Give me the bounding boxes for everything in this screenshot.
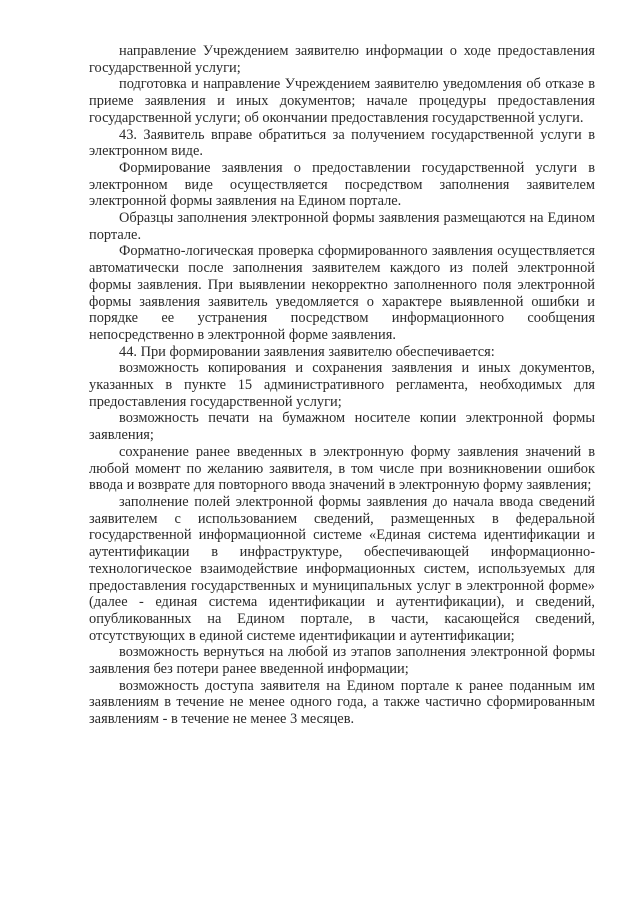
paragraph-access-history: возможность доступа заявителя на Едином портале к ранее поданным им заявлениям в течение не менее одного года, а также частично сформированным заявлениям - в течение не менее 3 месяцев. [89,677,595,728]
paragraph-form-samples: Образцы заполнения электронной формы заявления размещаются на Едином портале. [89,210,595,243]
paragraph-info-direction: направление Учреждением заявителю информации о ходе предоставления государственной услуги; [89,43,595,76]
paragraph-format-check: Форматно-логическая проверка сформированного заявления осуществляется автоматически после заполнения заявителем каждого из полей электронной формы заявления. При выявлении некорректно заполненного поля электронной формы заявления заявитель уведомляется о характере выявленной ошибки и порядке ее устранения посредством информационного сообщения непосредственно в электронной форме заявления. [89,243,595,343]
document-page [89,43,595,728]
paragraph-43: 43. Заявитель вправе обратиться за получением государственной услуги в электронном виде. [89,126,595,160]
paragraph-notification: подготовка и направление Учреждением заявителю уведомления об отказе в приеме заявления и иных документов; начале процедуры предоставления государственной услуги; об окончании предоставления государственной услуги. [89,76,595,126]
paragraph-autofill: заполнение полей электронной формы заявления до начала ввода сведений заявителем с использованием сведений, размещенных в федеральной государственной информационной системе «Единая система идентификации и аутентификации в инфраструктуре, обеспечивающей информационно-технологическое взаимодействие информационных систем, используемых для предоставления государственных и муниципальных услуг в электронной форме» (далее - единая система идентификации и аутентификации), и сведений, опубликованных на Едином портале, в части, касающейся сведений, отсутствующих в единой системе идентификации и аутентификации; [89,493,595,644]
paragraph-form-creation: Формирование заявления о предоставлении государственной услуги в электронном виде осуществляется посредством заполнения заявителем электронной формы заявления на Едином портале. [89,159,595,210]
paragraph-return-step: возможность вернуться на любой из этапов заполнения электронной формы заявления без потери ранее введенной информации; [89,644,595,678]
paragraph-copy-save: возможность копирования и сохранения заявления и иных документов, указанных в пункте 15 административного регламента, необходимых для предоставления государственной услуги; [89,360,595,410]
paragraph-save-values: сохранение ранее введенных в электронную форму заявления значений в любой момент по желанию заявителя, в том числе при возникновении ошибок ввода и возврате для повторного ввода значений в электронную форму заявления; [89,443,595,494]
paragraph-44: 44. При формировании заявления заявителю обеспечивается: [119,343,495,360]
paragraph-print: возможность печати на бумажном носителе копии электронной формы заявления; [89,410,595,444]
